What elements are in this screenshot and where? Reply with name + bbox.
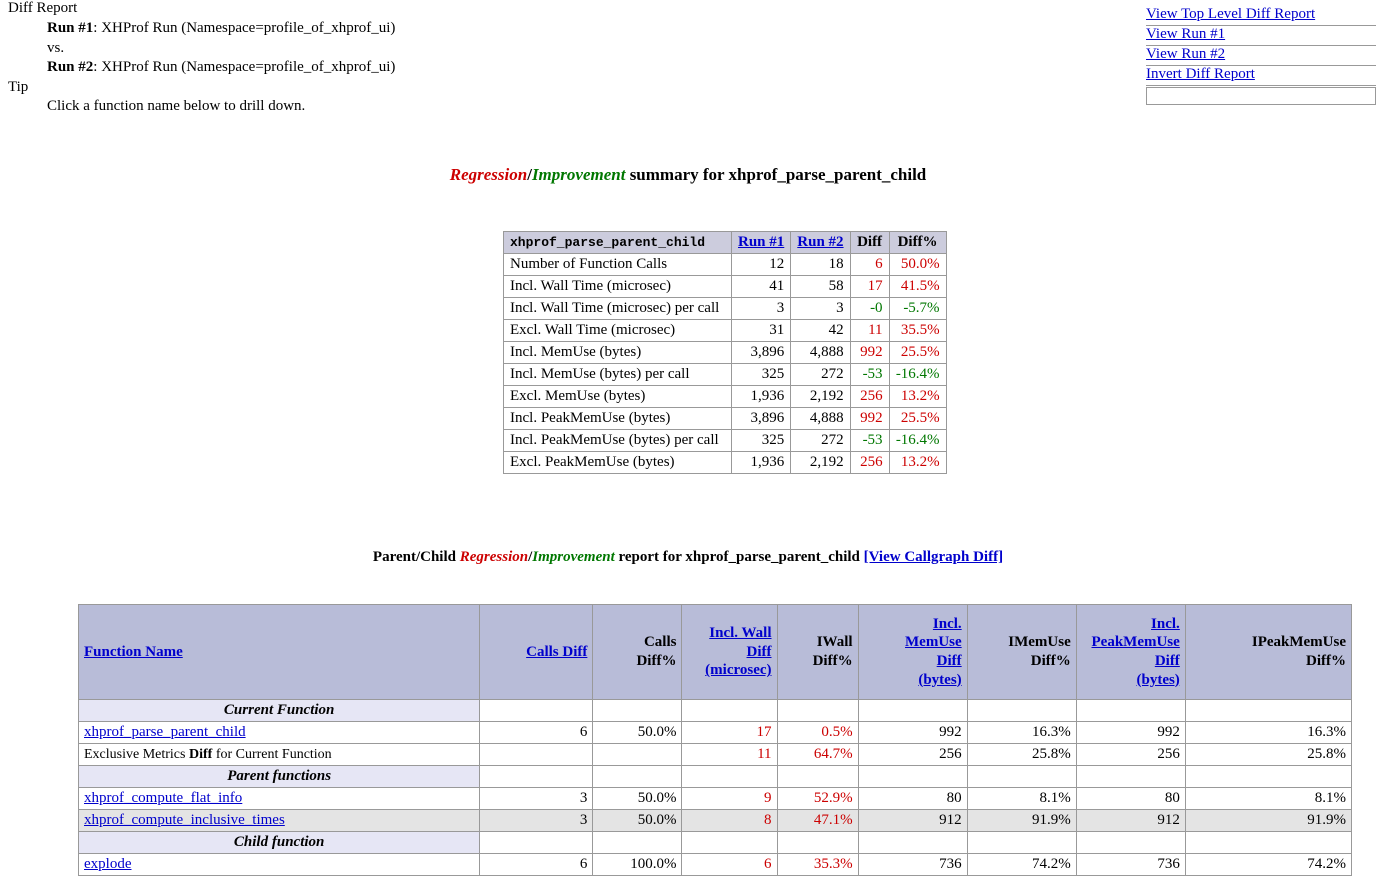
function-name-cell[interactable] (79, 854, 480, 876)
run1-line (47, 20, 395, 37)
iwall-diffp-cell: 35.3% (777, 854, 858, 876)
section-blank-cell (682, 832, 777, 854)
function-name-link[interactable]: xhprof_compute_flat_info (84, 790, 243, 806)
summary-diff-value: -53 (850, 430, 889, 452)
section-blank-cell (593, 700, 682, 722)
link-invert-diff-report[interactable]: Invert Diff Report (1146, 66, 1255, 82)
pc-col-iwall-diffp (777, 605, 858, 700)
calls-diffp-cell: 50.0% (593, 788, 682, 810)
summary-diff-value: 17 (850, 276, 889, 298)
section-blank-cell (593, 766, 682, 788)
pc-col-calls-diffp (593, 605, 682, 700)
table-row (79, 854, 1352, 876)
table-row (79, 722, 1352, 744)
section-blank-cell (777, 832, 858, 854)
calls-diffp-cell (593, 744, 682, 766)
summary-run1-value: 3,896 (732, 408, 791, 430)
calls-diff-cell: 6 (480, 722, 593, 744)
section-blank-cell (1076, 832, 1185, 854)
pc-col-iwall-l2: Diff% (812, 653, 853, 669)
pc-col-incl-mem-l2: MemUse (905, 634, 962, 651)
summary-title-rest: summary for xhprof_parse_parent_child (625, 165, 927, 184)
summary-diff-value: 11 (850, 320, 889, 342)
section-blank-cell (1185, 832, 1351, 854)
section-blank-cell (967, 766, 1076, 788)
pc-col-incl-memuse-diff[interactable] (858, 605, 967, 700)
summary-diff-value: -53 (850, 364, 889, 386)
summary-run2-value: 2,192 (791, 452, 850, 474)
pc-col-incl-memuse-diff-link[interactable] (864, 615, 962, 690)
run2-text: : XHProf Run (Namespace=profile_of_xhprof_ui) (93, 59, 396, 75)
function-name-link[interactable]: explode (84, 856, 132, 872)
summary-metric-label: Excl. PeakMemUse (bytes) (504, 452, 732, 474)
pc-regression-word: Regression (459, 549, 529, 565)
summary-col-diffp: Diff% (889, 232, 946, 254)
summary-metric-label: Incl. PeakMemUse (bytes) (504, 408, 732, 430)
exclusive-label-post: for Current Function (212, 746, 332, 762)
section-blank-cell (1076, 700, 1185, 722)
summary-row (504, 452, 947, 474)
pc-title-rest: report for xhprof_parse_parent_child (614, 549, 864, 565)
pc-col-function-name-link[interactable]: Function Name (84, 643, 183, 660)
vs-label: vs. (47, 40, 65, 56)
pc-col-incl-peakmemuse-diff-link[interactable] (1082, 615, 1180, 690)
run1-prefix: Run #1 (47, 20, 94, 36)
summary-col-run1-link[interactable]: Run #1 (738, 234, 785, 250)
function-name-link[interactable]: xhprof_parse_parent_child (84, 724, 246, 740)
section-label: Current Function (79, 700, 480, 722)
pc-col-incl-wall-l1: Incl. Wall (709, 624, 772, 641)
summary-run1-value: 3,896 (732, 342, 791, 364)
summary-run2-value: 2,192 (791, 386, 850, 408)
summary-metric-label: Number of Function Calls (504, 254, 732, 276)
summary-name-header: xhprof_parse_parent_child (504, 232, 732, 254)
summary-metric-label: Incl. MemUse (bytes) per call (504, 364, 732, 386)
link-view-run-2[interactable]: View Run #2 (1146, 46, 1226, 62)
incl-peakmemuse-diff-cell: 80 (1076, 788, 1185, 810)
iwall-diffp-cell: 52.9% (777, 788, 858, 810)
pc-col-incl-mem-l3: Diff (936, 653, 962, 669)
incl-memuse-diff-cell: 80 (858, 788, 967, 810)
summary-run2-value: 3 (791, 298, 850, 320)
iwall-diffp-cell: 64.7% (777, 744, 858, 766)
run2-prefix: Run #2 (47, 59, 94, 75)
section-blank-cell (858, 832, 967, 854)
calls-diff-cell: 3 (480, 788, 593, 810)
table-row (79, 810, 1352, 832)
ipeakmemuse-diffp-cell: 91.9% (1185, 810, 1351, 832)
incl-peakmemuse-diff-cell: 736 (1076, 854, 1185, 876)
summary-run1-value: 325 (732, 364, 791, 386)
section-blank-cell (777, 766, 858, 788)
nav-empty-box (1146, 87, 1376, 105)
function-name-cell[interactable] (79, 722, 480, 744)
iwall-diffp-cell: 47.1% (777, 810, 858, 832)
summary-row (504, 276, 947, 298)
summary-row (504, 408, 947, 430)
section-blank-cell (682, 766, 777, 788)
pc-improvement-word: Improvement (532, 549, 615, 565)
calls-diff-cell: 6 (480, 854, 593, 876)
summary-run2-value: 58 (791, 276, 850, 298)
section-label: Parent functions (79, 766, 480, 788)
summary-row (504, 430, 947, 452)
incl-peakmemuse-diff-cell: 992 (1076, 722, 1185, 744)
incl-wall-diff-cell: 17 (682, 722, 777, 744)
run2-line (47, 59, 395, 76)
section-blank-cell (480, 766, 593, 788)
summary-header-row (504, 232, 947, 254)
incl-peakmemuse-diff-cell: 256 (1076, 744, 1185, 766)
parent-child-table (78, 604, 1352, 876)
imemuse-diffp-cell: 74.2% (967, 854, 1076, 876)
pc-col-incl-wall-l3: (microsec) (705, 662, 772, 679)
calls-diffp-cell: 50.0% (593, 810, 682, 832)
improvement-word: Improvement (531, 165, 626, 184)
incl-memuse-diff-cell: 256 (858, 744, 967, 766)
summary-diffp-value: -16.4% (889, 364, 946, 386)
summary-diffp-value: 41.5% (889, 276, 946, 298)
summary-metric-label: Incl. MemUse (bytes) (504, 342, 732, 364)
summary-metric-label: Incl. PeakMemUse (bytes) per call (504, 430, 732, 452)
table-row (79, 788, 1352, 810)
section-child-function (79, 832, 1352, 854)
summary-run2-value: 18 (791, 254, 850, 276)
summary-col-run2-link[interactable]: Run #2 (797, 234, 844, 250)
summary-run1-value: 31 (732, 320, 791, 342)
summary-run1-value: 12 (732, 254, 791, 276)
summary-run2-value: 272 (791, 364, 850, 386)
calls-diffp-cell: 100.0% (593, 854, 682, 876)
incl-peakmemuse-diff-cell: 912 (1076, 810, 1185, 832)
function-name-cell (79, 744, 480, 766)
pc-col-incl-wall-diff[interactable] (682, 605, 777, 700)
title-separator: / (527, 165, 532, 184)
summary-col-diff: Diff (850, 232, 889, 254)
section-parent-functions (79, 766, 1352, 788)
imemuse-diffp-cell: 8.1% (967, 788, 1076, 810)
summary-metric-label: Excl. MemUse (bytes) (504, 386, 732, 408)
incl-memuse-diff-cell: 912 (858, 810, 967, 832)
ipeakmemuse-diffp-cell: 16.3% (1185, 722, 1351, 744)
section-label: Child function (79, 832, 480, 854)
pc-col-incl-peak-l3: Diff (1154, 653, 1180, 669)
pc-col-imem-l1: IMemUse (1008, 634, 1071, 651)
summary-run2-value: 4,888 (791, 408, 850, 430)
section-blank-cell (967, 700, 1076, 722)
summary-diff-value: 992 (850, 342, 889, 364)
pc-col-ipeak-l1: IPeakMemUse (1251, 634, 1346, 651)
pc-col-incl-peak-l2: PeakMemUse (1091, 634, 1180, 651)
pc-header-row (79, 605, 1352, 700)
pc-title-prefix: Parent/Child (372, 549, 460, 565)
function-name-cell[interactable] (79, 810, 480, 832)
pc-col-incl-wall-diff-link[interactable] (687, 624, 771, 680)
section-blank-cell (1076, 766, 1185, 788)
summary-diff-value: -0 (850, 298, 889, 320)
ipeakmemuse-diffp-cell: 8.1% (1185, 788, 1351, 810)
summary-body (504, 254, 947, 474)
incl-memuse-diff-cell: 992 (858, 722, 967, 744)
diff-report-label: Diff Report (8, 0, 78, 16)
incl-memuse-diff-cell: 736 (858, 854, 967, 876)
summary-diffp-value: 25.5% (889, 408, 946, 430)
nav-row[interactable] (1146, 6, 1376, 26)
pc-col-imemuse-diffp (967, 605, 1076, 700)
pc-col-incl-mem-l4: (bytes) (918, 671, 962, 688)
pc-col-ipeak-l2: Diff% (1306, 653, 1346, 669)
ipeakmemuse-diffp-cell: 74.2% (1185, 854, 1351, 876)
summary-row (504, 298, 947, 320)
function-name-cell[interactable] (79, 788, 480, 810)
summary-row (504, 254, 947, 276)
summary-table (503, 231, 947, 474)
summary-row (504, 386, 947, 408)
pc-col-function-name[interactable] (79, 605, 480, 700)
summary-run2-value: 42 (791, 320, 850, 342)
run1-text: : XHProf Run (Namespace=profile_of_xhprof_ui) (93, 20, 396, 36)
regression-word: Regression (449, 165, 528, 184)
pc-col-calls-diff-link[interactable]: Calls Diff (526, 643, 588, 660)
summary-diffp-value: -16.4% (889, 430, 946, 452)
incl-wall-diff-cell: 9 (682, 788, 777, 810)
pc-col-iwall-l1: IWall (816, 634, 853, 651)
section-blank-cell (480, 700, 593, 722)
imemuse-diffp-cell: 25.8% (967, 744, 1076, 766)
link-view-run-1[interactable]: View Run #1 (1146, 26, 1226, 42)
section-current-function (79, 700, 1352, 722)
summary-row (504, 342, 947, 364)
section-blank-cell (858, 766, 967, 788)
summary-run1-value: 3 (732, 298, 791, 320)
summary-metric-label: Excl. Wall Time (microsec) (504, 320, 732, 342)
tip-text: Click a function name below to drill down. (47, 98, 306, 114)
section-blank-cell (858, 700, 967, 722)
table-row (79, 744, 1352, 766)
section-blank-cell (480, 832, 593, 854)
summary-diffp-value: 25.5% (889, 342, 946, 364)
summary-diff-value: 256 (850, 386, 889, 408)
summary-diffp-value: 50.0% (889, 254, 946, 276)
pc-col-calls-diffp-l1: Calls (643, 634, 677, 651)
iwall-diffp-cell: 0.5% (777, 722, 858, 744)
section-blank-cell (967, 832, 1076, 854)
summary-diff-value: 992 (850, 408, 889, 430)
ipeakmemuse-diffp-cell: 25.8% (1185, 744, 1351, 766)
exclusive-label-pre: Exclusive Metrics (84, 746, 189, 762)
summary-col-run2[interactable] (791, 232, 850, 254)
exclusive-label-diff: Diff (188, 746, 213, 762)
pc-col-incl-peak-l4: (bytes) (1136, 671, 1180, 688)
section-blank-cell (682, 700, 777, 722)
section-blank-cell (1185, 700, 1351, 722)
pc-col-calls-diff[interactable] (480, 605, 593, 700)
summary-run2-value: 4,888 (791, 342, 850, 364)
pc-col-imem-l2: Diff% (1030, 653, 1071, 669)
summary-run1-value: 1,936 (732, 452, 791, 474)
incl-wall-diff-cell: 6 (682, 854, 777, 876)
summary-run2-value: 272 (791, 430, 850, 452)
nav-row[interactable] (1146, 26, 1376, 46)
summary-metric-label: Incl. Wall Time (microsec) (504, 276, 732, 298)
link-view-top-level-diff-report[interactable]: View Top Level Diff Report (1146, 6, 1316, 22)
summary-diff-value: 6 (850, 254, 889, 276)
pc-body (79, 700, 1352, 876)
incl-wall-diff-cell: 8 (682, 810, 777, 832)
parent-child-title (0, 549, 1376, 566)
pc-col-incl-peakmemuse-diff[interactable] (1076, 605, 1185, 700)
summary-run1-value: 1,936 (732, 386, 791, 408)
nav-row[interactable] (1146, 66, 1376, 86)
summary-diffp-value: -5.7% (889, 298, 946, 320)
tip-label: Tip (8, 79, 29, 95)
incl-wall-diff-cell: 11 (682, 744, 777, 766)
pc-col-incl-peak-l1: Incl. (1151, 615, 1180, 632)
link-view-callgraph-diff[interactable]: [View Callgraph Diff] (863, 549, 1004, 565)
summary-col-run1[interactable] (732, 232, 791, 254)
summary-run1-value: 41 (732, 276, 791, 298)
nav-row[interactable] (1146, 46, 1376, 66)
calls-diff-cell: 3 (480, 810, 593, 832)
section-blank-cell (593, 832, 682, 854)
section-blank-cell (1185, 766, 1351, 788)
summary-title (0, 165, 1376, 185)
summary-metric-label: Incl. Wall Time (microsec) per call (504, 298, 732, 320)
calls-diff-cell (480, 744, 593, 766)
summary-row (504, 320, 947, 342)
pc-col-incl-mem-l1: Incl. (932, 615, 962, 632)
imemuse-diffp-cell: 16.3% (967, 722, 1076, 744)
pc-title-separator: / (528, 549, 533, 565)
pc-col-incl-wall-l2: Diff (746, 643, 772, 660)
summary-diff-value: 256 (850, 452, 889, 474)
function-name-link[interactable]: xhprof_compute_inclusive_times (84, 812, 285, 828)
summary-row (504, 364, 947, 386)
pc-col-calls-diffp-l2: Diff% (636, 653, 677, 669)
section-blank-cell (777, 700, 858, 722)
summary-diffp-value: 35.5% (889, 320, 946, 342)
imemuse-diffp-cell: 91.9% (967, 810, 1076, 832)
nav-links (1146, 6, 1376, 105)
pc-col-ipeakmemuse-diffp (1185, 605, 1351, 700)
summary-run1-value: 325 (732, 430, 791, 452)
summary-diffp-value: 13.2% (889, 386, 946, 408)
calls-diffp-cell: 50.0% (593, 722, 682, 744)
summary-diffp-value: 13.2% (889, 452, 946, 474)
